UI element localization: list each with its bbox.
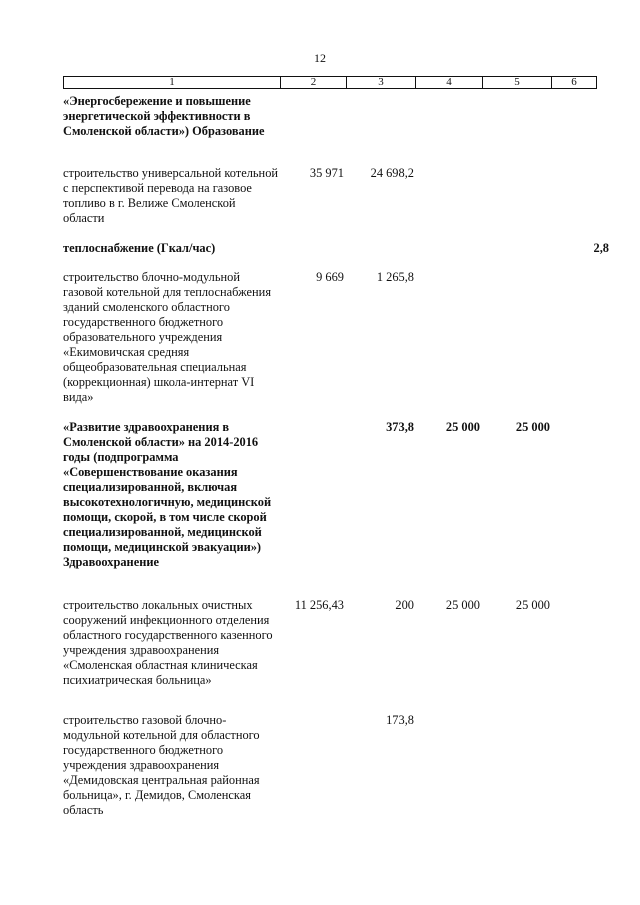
item-velizh-col2: 35 971 [309,166,344,180]
heat-supply-col6: 2,8 [593,241,609,255]
item-ekimovichi-col3: 1 265,8 [376,270,414,284]
program-health-col4: 25 000 [445,420,480,434]
item-treatment-col2: 11 256,43 [294,598,344,612]
item-velizh-boiler: строительство универсальной котельной с перспективой перевода на газовое топливо в г. Велиже Смоленской области [63,166,279,225]
header-cell-4: 4 [416,77,483,88]
heat-supply-heading: теплоснабжение (Гкал/час) [63,241,216,255]
item-velizh-col3: 24 698,2 [370,166,414,180]
table-header-row [63,76,597,89]
page-number: 12 [314,51,326,65]
header-cell-2: 2 [281,77,347,88]
item-demidov-col3: 173,8 [386,713,414,727]
program-heading-energy: «Энергосбережение и повышение энергетической эффективности в Смоленской области») Образование [63,94,265,138]
header-cell-5: 5 [483,77,552,88]
header-cell-6: 6 [571,76,577,88]
program-health-col5: 25 000 [515,420,550,434]
item-ekimovichi-boiler: строительство блочно-модульной газовой котельной для теплоснабжения зданий смоленского областного государственного бюджетного образовательного учреждения «Екимовичская средняя общеобразовательная специальная (коррекционная) школа-интернат VI вида» [63,270,272,404]
item-treatment-col4: 25 000 [445,598,480,612]
header-cell-3: 3 [347,77,416,88]
item-treatment-facilities: строительство локальных очистных сооружений инфекционного отделения областного государственного казенного учреждения здравоохранения «Смоленская областная клиническая психиатрическая больница» [63,598,273,687]
program-health-col3: 373,8 [386,420,414,434]
item-demidov-boiler: строительство газовой блочно-модульной котельной для областного государственного бюджетного учреждения здравоохранения «Демидовская центральная районная больница», г. Демидов, Смоленская область [63,713,260,817]
program-heading-health: «Развитие здравоохранения в Смоленской области» на 2014-2016 годы (подпрограмма «Совершенствование оказания специализированной, включая высокотехнологичную, медицинской помощи, скорой, в том числе скорой специализированной, медицинской помощи, медицинской эвакуации») Здравоохранение [63,420,272,569]
item-treatment-col5: 25 000 [515,598,550,612]
header-cell-1: 1 [64,77,281,88]
item-ekimovichi-col2: 9 669 [316,270,344,284]
item-treatment-col3: 200 [395,598,414,612]
